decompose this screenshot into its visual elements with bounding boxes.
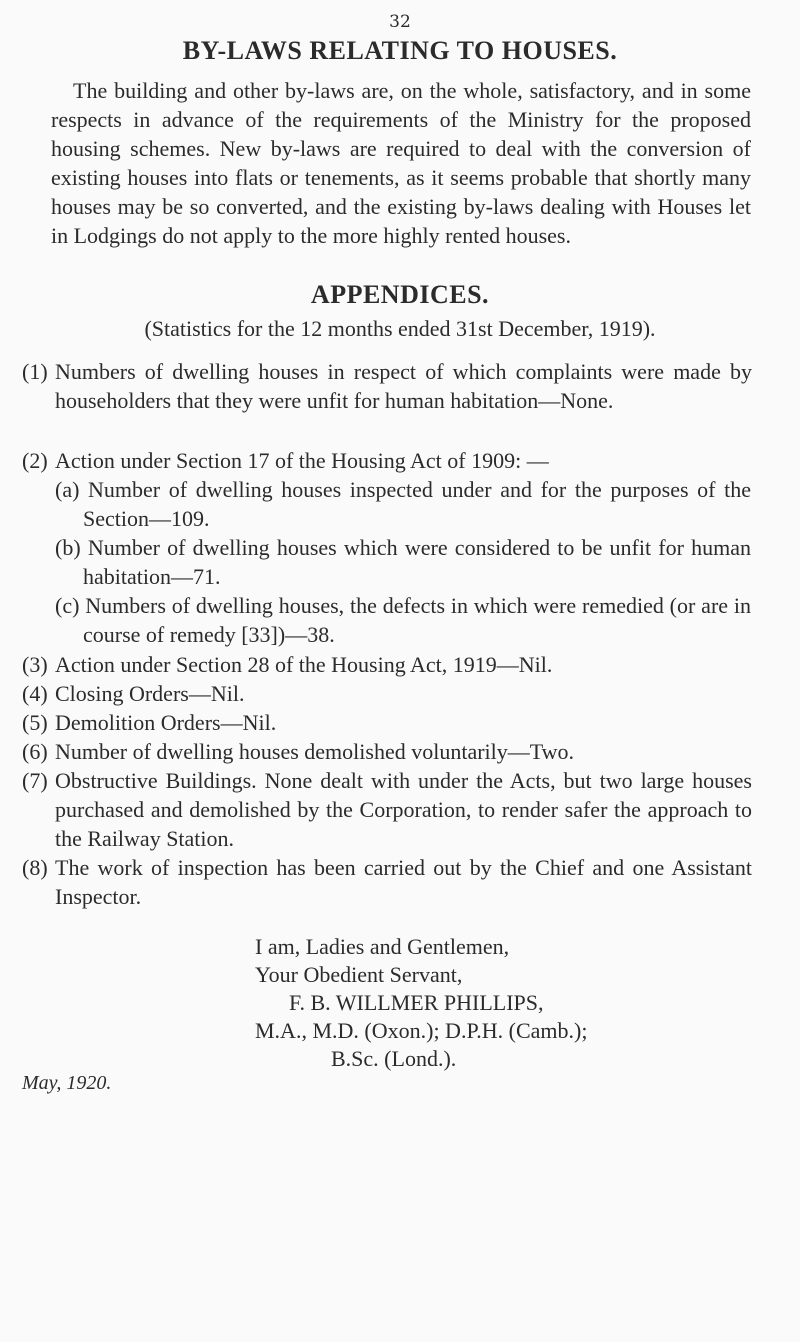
item-number: (6) (22, 739, 48, 764)
subitem-label: (b) (55, 535, 81, 560)
appendix-subitem (55, 591, 751, 649)
item-text: Obstructive Buildings. None dealt with under the Acts, but two large houses purchased and demolished by the Corporation, to render safer the approach to the Railway Station. (55, 768, 752, 851)
subitem-text: Number of dwelling houses inspected under and for the purposes of the Section—109. (83, 477, 751, 531)
item-text: Number of dwelling houses demolished voluntarily—Two. (55, 739, 575, 764)
item-number: (4) (22, 681, 48, 706)
section-title-by-laws: BY-LAWS RELATING TO HOUSES. (182, 36, 618, 65)
closing-salutation: I am, Ladies and Gentlemen, (255, 934, 510, 959)
appendix-item (22, 766, 752, 853)
appendix-item (22, 650, 752, 679)
closing-line: Your Obedient Servant, (255, 962, 463, 987)
appendix-item (22, 679, 752, 708)
item-text: Action under Section 17 of the Housing Act of 1909: — (55, 448, 549, 473)
appendices-title: APPENDICES. (310, 280, 490, 309)
subitem-label: (c) (55, 593, 80, 618)
item-number: (2) (22, 448, 48, 473)
appendices-subtitle: (Statistics for the 12 months ended 31st December, 1919). (144, 316, 656, 341)
item-number: (3) (22, 652, 48, 677)
item-text: Action under Section 28 of the Housing Act, 1919—Nil. (55, 652, 553, 677)
item-number: (5) (22, 710, 48, 735)
signatory-degrees: M.A., M.D. (Oxon.); D.P.H. (Camb.); (255, 1018, 588, 1043)
item-number: (1) (22, 359, 48, 384)
by-laws-paragraph: The building and other by-laws are, on the whole, satisfactory, and in some respects in advance of the requirements of the Ministry for the proposed housing schemes. New by-laws are required to deal with the conversion of existing houses into flats or tenements, as it seems probable that shortly many houses may be so converted, and the existing by-laws dealing with Houses let in Lodgings do not apply to the more highly rented houses. (51, 78, 751, 248)
subitem-label: (a) (55, 477, 80, 502)
subitem-text: Number of dwelling houses which were considered to be unfit for human habitation—71. (83, 535, 752, 589)
item-text: Closing Orders—Nil. (55, 681, 245, 706)
item-text: Numbers of dwelling houses in respect of which complaints were made by householders that they were unfit for human habitation—None. (55, 359, 752, 413)
appendix-subitem (55, 475, 751, 533)
item-number: (8) (22, 855, 48, 880)
appendix-item (22, 853, 752, 911)
signatory-name: F. B. WILLMER PHILLIPS, (289, 990, 544, 1015)
item-text: The work of inspection has been carried out by the Chief and one Assistant Inspector. (55, 855, 752, 909)
item-number: (7) (22, 768, 48, 793)
page-number: 32 (389, 12, 411, 32)
item-text: Demolition Orders—Nil. (55, 710, 277, 735)
appendix-item (22, 357, 752, 415)
appendix-item (22, 446, 752, 475)
document-date: May, 1920. (22, 1072, 112, 1094)
appendix-subitem (55, 533, 752, 591)
subitem-text: Numbers of dwelling houses, the defects in which were remedied (or are in course of remedy [33])—38. (83, 593, 751, 647)
appendix-item (22, 737, 752, 766)
appendix-item (22, 708, 752, 737)
signatory-degrees-continued: B.Sc. (Lond.). (331, 1046, 457, 1071)
